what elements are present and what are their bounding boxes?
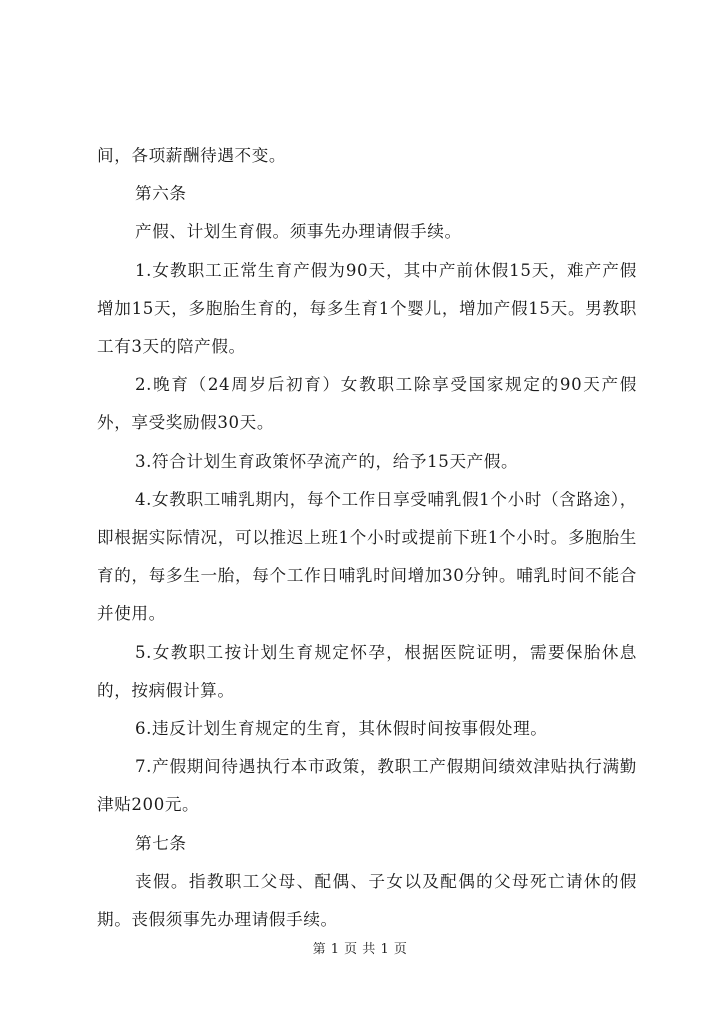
paragraph-continuation: 间，各项薪酬待遇不变。	[97, 146, 287, 165]
paragraph-item-2: 2.晚育（24周岁后初育）女教职工除享受国家规定的90天产假外，享受奖励假30天。	[97, 375, 637, 433]
paragraph-item-1: 1.女教职工正常生育产假为90天，其中产前休假15天，难产产假增加15天，多胞胎生育的，每多生育1个婴儿，增加产假15天。男教职工有3天的陪产假。	[97, 260, 637, 357]
paragraph-item-5: 5.女教职工按计划生育规定怀孕，根据医院证明，需要保胎休息的，按病假计算。	[97, 642, 637, 700]
paragraph-item-7: 7.产假期间待遇执行本市政策，教职工产假期间绩效津贴执行满勤津贴200元。	[97, 757, 637, 815]
section-heading-article-6: 第六条	[135, 184, 187, 204]
paragraph-item-4: 4.女教职工哺乳期内，每个工作日享受哺乳假1个小时（含路途），即根据实际情况，可以推迟上班1个小时或提前下班1个小时。多胞胎生育的，每多生一胎，每个工作日哺乳时间增加30分钟。哺乳时间不能合并使用。	[97, 489, 637, 624]
paragraph-item-3: 3.符合计划生育政策怀孕流产的，给予15天产假。	[135, 451, 519, 471]
paragraph-maternity-leave-intro: 产假、计划生育假。须事先办理请假手续。	[135, 222, 462, 242]
paragraph-item-6: 6.违反计划生育规定的生育，其休假时间按事假处理。	[135, 719, 548, 739]
document-page	[97, 137, 637, 939]
page-footer: 第 1 页 共 1 页	[312, 942, 408, 957]
paragraph-bereavement-leave: 丧假。指教职工父母、配偶、子女以及配偶的父母死亡请休的假期。丧假须事先办理请假手续。	[97, 871, 637, 930]
section-heading-article-7: 第七条	[135, 833, 187, 853]
